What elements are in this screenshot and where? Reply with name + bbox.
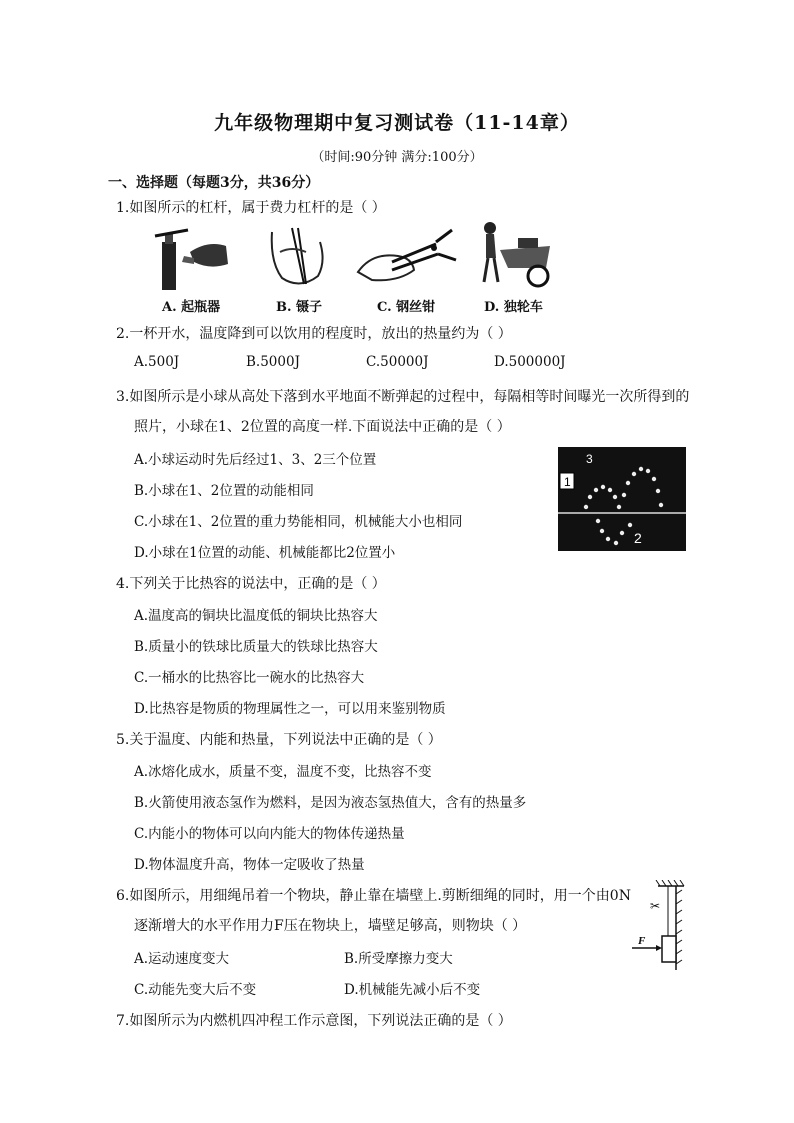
scissors-icon: ✂ — [650, 899, 661, 913]
wheelbarrow-figure — [478, 220, 558, 292]
page-title: 九年级物理期中复习测试卷（11-14章） — [214, 112, 580, 134]
q6-option-c: C.动能先变大后不变 — [134, 982, 257, 998]
q2-option-c: C.50000J — [366, 354, 429, 370]
question-4: 4.下列关于比热容的说法中，正确的是（ ） — [116, 576, 386, 592]
fig-label-2: 2 — [634, 530, 642, 546]
q2-option-a: A.500J — [134, 354, 180, 370]
section-heading-choice: 一、选择题（每题3分，共36分） — [108, 175, 320, 191]
wall-block-figure — [628, 880, 690, 974]
q4-option-a: A.温度高的铜块比温度低的铜块比热容大 — [134, 608, 378, 624]
q6-option-a: A.运动速度变大 — [134, 951, 230, 967]
q3-option-b: B.小球在1、2位置的动能相同 — [134, 483, 314, 499]
bottle-opener-figure — [150, 222, 230, 292]
page-subtitle: （时间:90分钟 满分:100分） — [311, 150, 483, 165]
q5-option-b: B.火箭使用液态氢作为燃料，是因为液态氢热值大，含有的热量多 — [134, 795, 527, 811]
q5-option-c: C.内能小的物体可以向内能大的物体传递热量 — [134, 826, 405, 842]
question-2: 2.一杯开水，温度降到可以饮用的程度时，放出的热量约为（ ） — [116, 326, 512, 342]
q4-option-b: B.质量小的铁球比质量大的铁球比热容大 — [134, 639, 378, 655]
question-3-line2: 照片，小球在1、2位置的高度一样.下面说法中正确的是（ ） — [134, 419, 511, 435]
q4-option-c: C.一桶水的比热容比一碗水的比热容大 — [134, 670, 365, 686]
fig-label-3: 3 — [586, 452, 593, 466]
question-6-line1: 6.如图所示，用细绳吊着一个物块，静止靠在墙壁上.剪断细绳的同时，用一个由0N — [116, 888, 631, 904]
q1-option-c: C. 钢丝钳 — [377, 300, 436, 315]
q6-option-b: B.所受摩擦力变大 — [344, 951, 453, 967]
question-6-line2: 逐渐增大的水平作用力F压在物块上，墙壁足够高，则物块（ ） — [134, 918, 527, 934]
q2-option-b: B.5000J — [246, 354, 300, 370]
fig-label-1: 1 — [564, 475, 571, 489]
question-7: 7.如图所示为内燃机四冲程工作示意图，下列说法正确的是（ ） — [116, 1013, 512, 1029]
question-1: 1.如图所示的杠杆，属于费力杠杆的是（ ） — [116, 200, 386, 216]
question-3-line1: 3.如图所示是小球从高处下落到水平地面不断弹起的过程中，每隔相等时间曝光一次所得到的 — [116, 389, 690, 405]
q3-option-c: C.小球在1、2位置的重力势能相同，机械能大小也相同 — [134, 514, 463, 530]
q5-option-a: A.冰熔化成水，质量不变，温度不变，比热容不变 — [134, 764, 432, 780]
q3-option-d: D.小球在1位置的动能、机械能都比2位置小 — [134, 545, 396, 561]
q1-option-a: A. 起瓶器 — [162, 300, 221, 315]
pliers-figure — [352, 222, 462, 288]
force-label: F — [638, 935, 646, 947]
q6-option-d: D.机械能先减小后不变 — [344, 982, 481, 998]
q1-option-b: B. 镊子 — [276, 300, 323, 315]
tweezers-figure — [262, 222, 332, 292]
bouncing-ball-photo — [558, 447, 686, 551]
question-5: 5.关于温度、内能和热量，下列说法中正确的是（ ） — [116, 732, 442, 748]
q2-option-d: D.500000J — [494, 354, 566, 370]
q3-option-a: A.小球运动时先后经过1、3、2三个位置 — [134, 452, 377, 468]
q5-option-d: D.物体温度升高，物体一定吸收了热量 — [134, 857, 365, 873]
q1-option-d: D. 独轮车 — [484, 300, 543, 315]
q4-option-d: D.比热容是物质的物理属性之一，可以用来鉴别物质 — [134, 701, 446, 717]
